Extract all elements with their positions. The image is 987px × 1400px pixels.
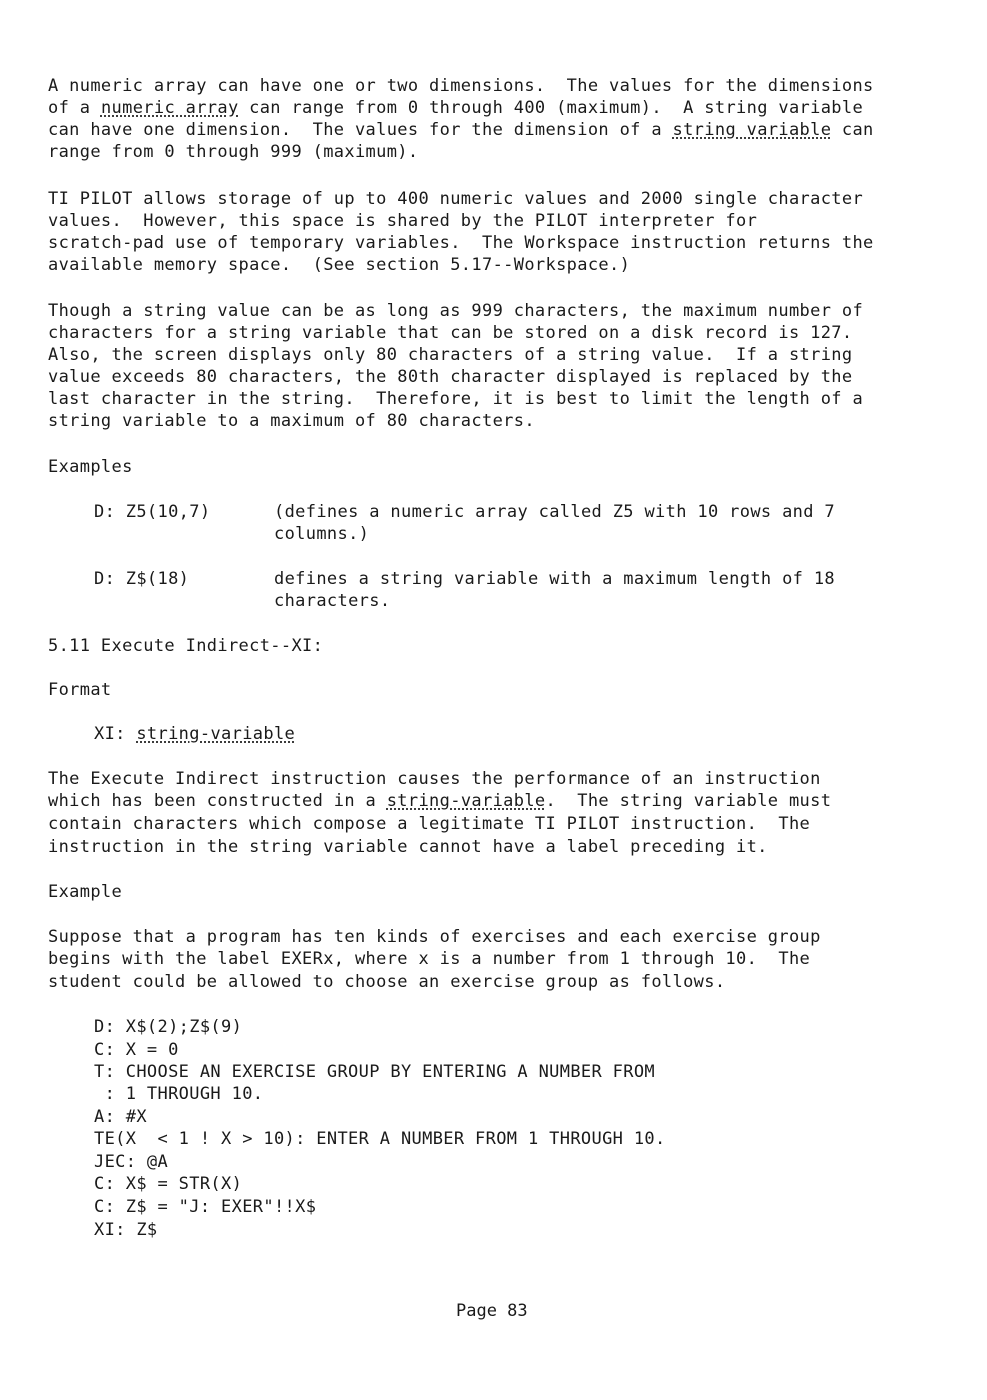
- p1-line2-a: of a: [48, 98, 101, 118]
- code-line: T: CHOOSE AN EXERCISE GROUP BY ENTERING A NUMBER FROM: [94, 1062, 655, 1082]
- p4-line1: The Execute Indirect instruction causes the performance of an instruction: [48, 769, 821, 789]
- p2-line4: available memory space. (See section 5.17--Workspace.): [48, 255, 631, 275]
- code-line: D: X$(2);Z$(9): [94, 1017, 243, 1037]
- p2-line1: TI PILOT allows storage of up to 400 numeric values and 2000 single character: [48, 189, 864, 209]
- p3-line1: Though a string value can be as long as 999 characters, the maximum number of: [48, 301, 864, 321]
- example2-desc-line2: characters.: [274, 591, 391, 611]
- example2-code: D: Z$(18): [94, 569, 190, 589]
- code-line: C: X = 0: [94, 1040, 179, 1060]
- code-line: XI: Z$: [94, 1220, 158, 1240]
- example1-desc-line2: columns.): [274, 524, 370, 544]
- code-line: A: #X: [94, 1107, 147, 1127]
- string-variable-term-2: string-variable: [386, 791, 546, 811]
- p3-line4: value exceeds 80 characters, the 80th character displayed is replaced by the: [48, 367, 853, 387]
- p5-line1: Suppose that a program has ten kinds of exercises and each exercise group: [48, 927, 821, 947]
- code-line: JEC: @A: [94, 1152, 169, 1172]
- code-line: C: Z$ = "J: EXER"!!X$: [94, 1197, 317, 1217]
- example1-desc-line1: (defines a numeric array called Z5 with 10 rows and 7: [274, 502, 835, 522]
- format-syntax: [94, 723, 295, 745]
- format-prefix: XI:: [94, 724, 137, 744]
- p4-line3: contain characters which compose a legitimate TI PILOT instruction. The: [48, 814, 811, 834]
- p1-line3-b: can: [831, 120, 874, 140]
- p3-line5: last character in the string. Therefore, it is best to limit the length of a: [48, 389, 864, 409]
- p2-line2: values. However, this space is shared by the PILOT interpreter for: [48, 211, 758, 231]
- p1-line2-b: can range from 0 through 400 (maximum). A string variable: [238, 98, 864, 118]
- p2-line3: scratch-pad use of temporary variables. The Workspace instruction returns the: [48, 233, 874, 253]
- format-argument: string-variable: [136, 724, 296, 744]
- p1-line3: [48, 119, 874, 141]
- p4-line2: [48, 790, 831, 812]
- p5-line3: student could be allowed to choose an exercise group as follows.: [48, 972, 726, 992]
- p4-line4: instruction in the string variable cannot have a label preceding it.: [48, 837, 768, 857]
- p1-line4: range from 0 through 999 (maximum).: [48, 142, 419, 162]
- format-heading: Format: [48, 680, 112, 700]
- section-title: 5.11 Execute Indirect--XI:: [48, 636, 324, 656]
- example2-desc-line1: defines a string variable with a maximum length of 18: [274, 569, 835, 589]
- p3-line2: characters for a string variable that can be stored on a disk record is 127.: [48, 323, 853, 343]
- examples-heading: Examples: [48, 457, 133, 477]
- p4-line2-a: which has been constructed in a: [48, 791, 387, 811]
- numeric-array-term: numeric array: [100, 98, 239, 118]
- code-line: : 1 THROUGH 10.: [94, 1084, 264, 1104]
- page-number: Page 83: [456, 1301, 528, 1321]
- p4-line2-b: . The string variable must: [545, 791, 832, 811]
- example1-code: D: Z5(10,7): [94, 502, 211, 522]
- p1-line1: A numeric array can have one or two dimensions. The values for the dimensions: [48, 76, 874, 96]
- p1-line2: [48, 97, 863, 119]
- example-heading: Example: [48, 882, 123, 902]
- string-variable-term: string variable: [672, 120, 832, 140]
- p3-line3: Also, the screen displays only 80 characters of a string value. If a string: [48, 345, 853, 365]
- code-line: TE(X < 1 ! X > 10): ENTER A NUMBER FROM 1 THROUGH 10.: [94, 1129, 666, 1149]
- code-line: C: X$ = STR(X): [94, 1174, 243, 1194]
- p1-line3-a: can have one dimension. The values for the dimension of a: [48, 120, 673, 140]
- p5-line2: begins with the label EXERx, where x is a number from 1 through 10. The: [48, 949, 811, 969]
- p3-line6: string variable to a maximum of 80 characters.: [48, 411, 535, 431]
